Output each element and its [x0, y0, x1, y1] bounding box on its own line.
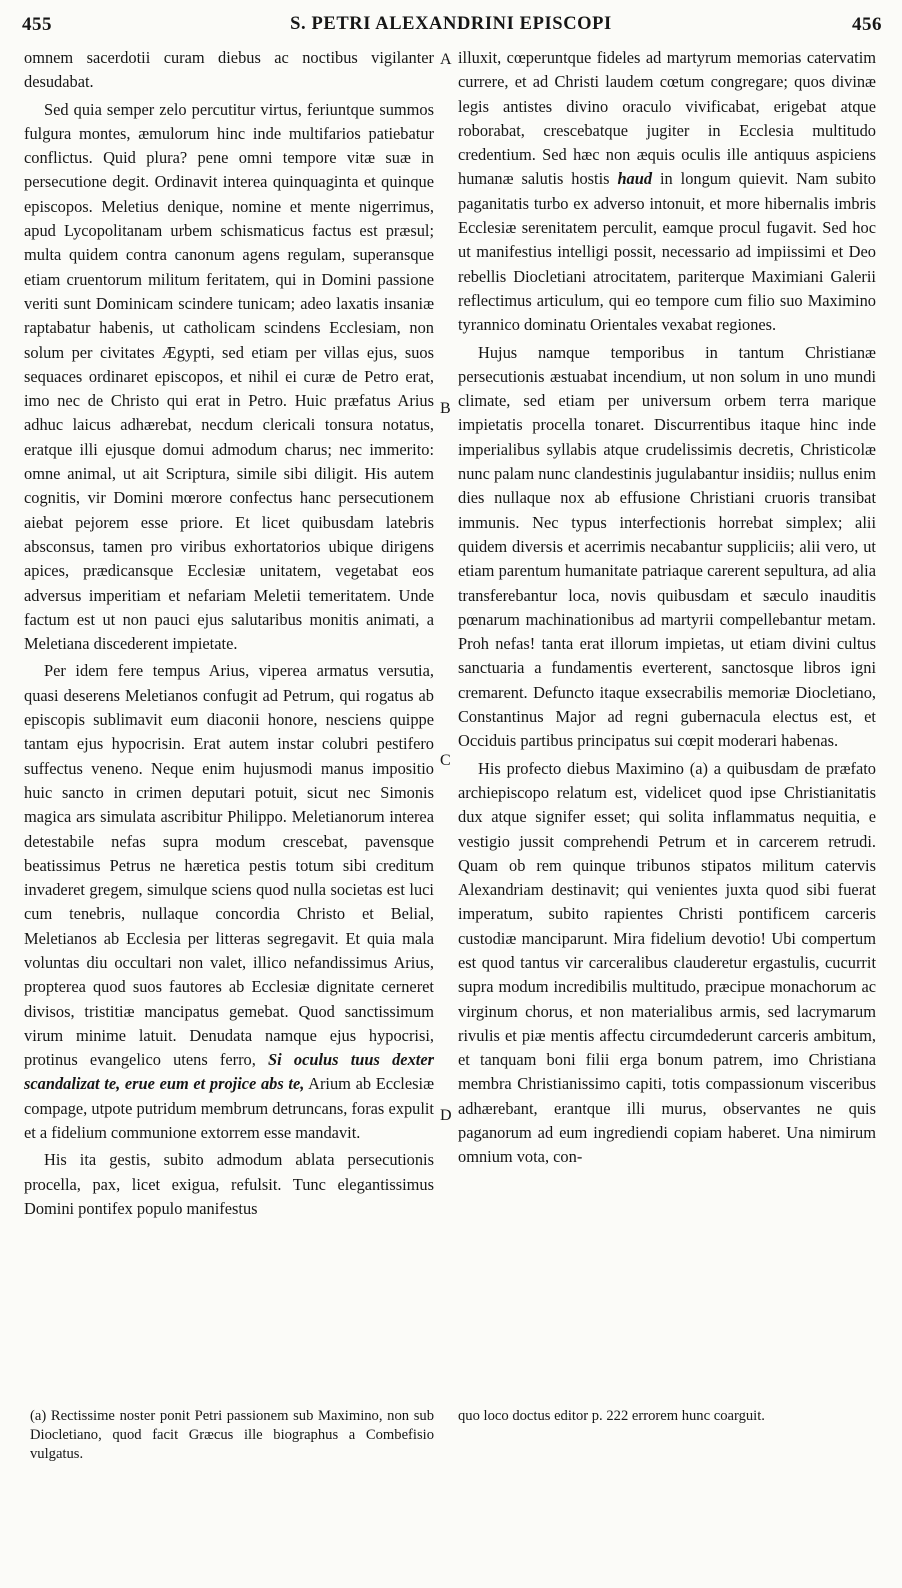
right-paragraph-1-end: in longum quievit. Nam subito paganitatis turbo ex adverso intonuit, et more hibernalis imbris Ecclesiæ serenitatem perculit, eamque procul fugavit. Sed hoc ut manifestius intelligi possit, necessario ad impiissimi et Deo rebellis Diocletiani atrocitatem, pariterque Maximiani Galerii reflectimus articulum, qui eo tempore cum filio suo Maximino tyrannico dominatu Orientales vexabat regiones. — [458, 169, 877, 335]
right-paragraph-2: Hujus namque temporibus in tantum Christianæ persecutionis æstuabat incendium, ut non solum in uno mundi climate, sed etiam per universum orbem terra marique impietatis procella tonaret. Discurrentibus itaque hinc inde imperialibus syllabis atque crudelissimis decretis, Christicolæ nunc palam nunc clandestinis jugulabantur insidiis; nullus enim dies nullaque nox ab effusione Christiani cruoris transibat immunis. Nec typus interfectionis horrebat simplex; alii quidem diversis et acerrimis necabantur suppliciis; alii vero, ut etiam parentum humanitate patriaque carerent sepultura, ad alia transferebantur loca, novis quibusdam et sæculo inauditis pœnarum machinationibus ad martyrii compellebantur metam. Proh nefas! tanta erat illorum impietas, ut etiam divini cultus sanctuaria a fundamentis everterent, sanctosque libros igni cremarent. Defuncto itaque exsecrabilis memoriæ Diocletiano, Constantinus Major ad regni gubernacula electus est, et Occiduis partibus principatus sui cœpit moderari habenas. — [458, 342, 876, 751]
margin-letter-a: A — [440, 51, 452, 68]
footnote-right — [458, 1407, 876, 1426]
right-paragraph-1 — [458, 46, 876, 338]
running-title: S. PETRI ALEXANDRINI EPISCOPI — [290, 14, 612, 34]
left-paragraph-3-text: Per idem fere tempus Arius, viperea armatus versutia, quasi deserens Meletianos confugit ad Petrum, qui rogatus ab episcopis sublimavit eum diaconii honore, nesciens quippe tantam ejus hypocrisin. Erat autem instar colubri pestifero suffectus veneno. Neque enim hujusmodi manus impositio huic sancto in crimen deputari potuit, sicut nec Simonis magica ars simulata ascribitur Philippo. Meletianorum interea detestabile nefas supra modum crescebat, pavensque beatissimus Petrus ne hæretica pestis totum sibi creditum invaderet gregem, simulque sciens quod nulla societas est luci cum tenebris, nullaque concordia Christo et Belial, Meletianos ab Ecclesia per litteras segregavit. Et quia mala voluntas diu occultari non valet, illico nefandissimus Arius, propterea quod suos fautores ab Ecclesiæ dignitate cerneret divisos, tristitiæ mancipatus gemebat. Quod sanctissimum virum minime latuit. Denudata namque ejus hypocrisi, protinus evangelico utens ferro, — [24, 661, 434, 1070]
left-paragraph-2: Sed quia semper zelo percutitur virtus, feriuntque summos fulgura montes, æmulorum hinc inde multifarios patiebatur conflictus. Quid plura? pene omni tempore vitæ suæ in persecutione degit. Ordinavit interea quinquaginta et quinque episcopos. Meletius denique, nomine et mente nigerrimus, apud Lycopolitanam urbem schismaticus factus est præsul; multa quidem contra canonum agens regulam, superansque etiam cruentorum militum feritatem, qui in Domini passione veriti sunt Dominicam scindere tunicam; adeo laxatis insaniæ raptabatur habenis, ut catholicam scindens Ecclesiam, non solum per civitates Ægypti, sed etiam per villas ejus, suos sequaces ordinaret episcopos, et nihil ei curæ de Petro erat, imo nec de Christo qui erat in Petro. Huic præfatus Arius adhuc laicus adhærebat, necdum clericali tonsura notatus, eratque illi ejusque domui admodum charus; nec immerito: omne animal, ut ait Scriptura, simile sibi diligit. His autem cognitis, vir Domini mœrore confectus hanc persecutionem aiebat pejorem esse priore. Et licet quibusdam latebris absconsus, tamen pro viribus exhortatorios ubique dirigens apices, prædicansque Ecclesiæ unitatem, vegetabat eos adversus imperitiam et nefariam Meletii temeritatem. Unde factum est ut non pauci ejus salutaribus monitis animati, a Meletiana discederent impietate. — [24, 99, 434, 654]
left-paragraph-3-end: Arium ab Ecclesiæ compage, utpote putridum membrum detruncans, foras expulit et a fidelium communione extorrem esse mandavit. — [24, 1074, 435, 1143]
footnote-left — [30, 1407, 434, 1464]
italic-word: haud — [617, 169, 653, 189]
footnote-right-text: quo loco doctus editor p. 222 errorem hunc coarguit. — [458, 1408, 765, 1424]
margin-letter-c: C — [440, 752, 451, 769]
left-paragraph-1: omnem sacerdotii curam diebus ac noctibus vigilanter desudabat. — [24, 48, 434, 92]
page-number-right: 456 — [852, 14, 882, 35]
left-paragraph-3 — [24, 659, 434, 1145]
page-number-left: 455 — [22, 14, 52, 35]
left-column — [24, 46, 434, 1221]
scripture-quote: Si oculus tuus dexter scandalizat te, erue eum et projice abs te, — [24, 1050, 434, 1094]
margin-letter-b: B — [440, 400, 451, 417]
footnote-left-text: (a) Rectissime noster ponit Petri passionem sub Maximino, non sub Diocletiano, quod facit Græcus ille biographus a Combefisio vulgatus. — [30, 1408, 434, 1462]
margin-letter-d: D — [440, 1107, 452, 1124]
right-paragraph-1-text: illuxit, cœperuntque fideles ad martyrum memorias catervatim currere, et ad Christi laudem cœtum congregare; quos divinæ legis antistes divino oraculo vivificabat, erigebat atque roborabat, crescebatque jugiter in Ecclesia multitudo credentium. Sed hæc non æquis oculis ille antiquus aspiciens humanæ salutis hostis — [458, 48, 876, 189]
page-header — [18, 14, 884, 46]
left-paragraph-4: His ita gestis, subito admodum ablata persecutionis procella, pax, licet exigua, refulsit. Tunc elegantissimus Domini pontifex populo manifestus — [24, 1150, 434, 1218]
right-column — [458, 46, 876, 1170]
right-paragraph-3: His profecto diebus Maximino (a) a quibusdam de præfato archiepiscopo relatum est, videlicet quod ipse Christianitatis dux atque signifer esset; qui solita inflammatus nequitia, e vestigio jussit comprehendi Petrum et in carcerem retrudi. Quam ob rem quinque tribunos stipatos militum catervis Alexandriam destinavit; qui venientes juxta quod sibi fuerat imperatum, subito rapientes Christi pontificem carceris custodiæ manciparunt. Mira fidelium devotio! Ubi compertum est quod tantus vir carceralibus clauderetur ergastulis, cucurrit supra modum incredibilis multitudo, præcipue monachorum ac virginum chorus, et non materialibus armis, sed lacrymarum rivulis et piæ mentis affectu circumdederunt carceris ambitum, et tanquam boni filii erga bonum patrem, imo Christiana membra Christianissimo capiti, totis compassionum visceribus adhærebant, erantque illi murus, observantes ne quis paganorum ad eum ingrediendi copiam haberet. Una nimirum omnium vota, con- — [458, 758, 876, 1167]
